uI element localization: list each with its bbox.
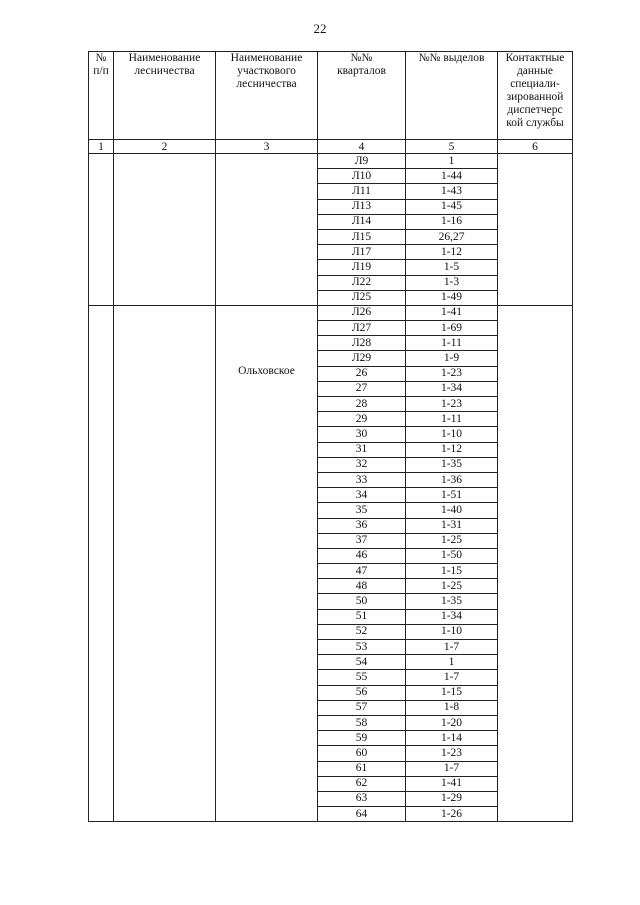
quarter-cell: Л13 [318, 199, 406, 214]
plots-cell: 1-5 [406, 260, 498, 275]
plots-cell: 1-41 [406, 305, 498, 320]
forestry-cell [114, 154, 216, 306]
quarter-cell: 54 [318, 655, 406, 670]
quarter-cell: Л19 [318, 260, 406, 275]
plots-cell: 1-40 [406, 503, 498, 518]
plots-cell: 1-49 [406, 290, 498, 305]
plots-cell: 1-20 [406, 715, 498, 730]
forestry-cell [114, 305, 216, 821]
plots-cell: 1-69 [406, 321, 498, 336]
quarter-cell: Л22 [318, 275, 406, 290]
header-row [89, 52, 573, 140]
plots-cell: 1-7 [406, 761, 498, 776]
plots-cell: 1-25 [406, 533, 498, 548]
quarter-cell: 47 [318, 564, 406, 579]
plots-cell: 1-10 [406, 624, 498, 639]
plots-cell: 1-43 [406, 184, 498, 199]
column-number: 1 [89, 140, 114, 154]
quarter-cell: 61 [318, 761, 406, 776]
plots-cell: 1-12 [406, 442, 498, 457]
quarter-cell: 27 [318, 381, 406, 396]
dispatch-contacts-cell [498, 154, 573, 306]
plots-cell: 1-36 [406, 472, 498, 487]
quarter-cell: Л10 [318, 169, 406, 184]
plots-cell: 1-35 [406, 594, 498, 609]
quarter-cell: Л29 [318, 351, 406, 366]
quarter-cell: 48 [318, 579, 406, 594]
quarter-cell: Л27 [318, 321, 406, 336]
quarter-cell: 50 [318, 594, 406, 609]
plots-cell: 1-23 [406, 746, 498, 761]
header-dispatch-contacts: Контактные данные специали- зированной диспетчерс кой службы [498, 52, 573, 140]
quarter-cell: Л9 [318, 154, 406, 169]
quarter-cell: 35 [318, 503, 406, 518]
table-row [89, 305, 573, 320]
column-number-row [89, 140, 573, 154]
quarter-cell: Л28 [318, 336, 406, 351]
quarter-cell: Л17 [318, 245, 406, 260]
plots-cell: 1-7 [406, 670, 498, 685]
quarter-cell: 29 [318, 412, 406, 427]
number-cell [89, 305, 114, 821]
quarter-cell: Л26 [318, 305, 406, 320]
column-number: 5 [406, 140, 498, 154]
column-number: 2 [114, 140, 216, 154]
page-number: 22 [313, 21, 327, 36]
plots-cell: 1-14 [406, 731, 498, 746]
column-number: 3 [216, 140, 318, 154]
plots-cell: 1-50 [406, 548, 498, 563]
plots-cell: 1-35 [406, 457, 498, 472]
plots-cell: 1-15 [406, 564, 498, 579]
plots-cell: 1-51 [406, 488, 498, 503]
quarter-cell: 46 [318, 548, 406, 563]
forestry-table [88, 51, 573, 822]
quarter-cell: 60 [318, 746, 406, 761]
quarter-cell: Л25 [318, 290, 406, 305]
number-cell [89, 154, 114, 306]
column-number: 4 [318, 140, 406, 154]
plots-cell: 1-23 [406, 366, 498, 381]
quarter-cell: 32 [318, 457, 406, 472]
plots-cell: 1-9 [406, 351, 498, 366]
plots-cell: 1-29 [406, 791, 498, 806]
plots-cell: 1-45 [406, 199, 498, 214]
quarter-cell: 55 [318, 670, 406, 685]
column-number: 6 [498, 140, 573, 154]
district-forestry-name: Ольховское [238, 364, 295, 377]
quarter-cell: 30 [318, 427, 406, 442]
quarter-cell: 63 [318, 791, 406, 806]
quarter-cell: Л14 [318, 214, 406, 229]
quarter-cell: 51 [318, 609, 406, 624]
header-district-forestry: Наименование участкового лесничества [216, 52, 318, 140]
plots-cell: 1-31 [406, 518, 498, 533]
plots-cell: 1-11 [406, 336, 498, 351]
plots-cell: 1-25 [406, 579, 498, 594]
plots-cell: 1 [406, 655, 498, 670]
header-forestry: Наименование лесничества [114, 52, 216, 140]
header-quarters: №№ кварталов [318, 52, 406, 140]
quarter-cell: 28 [318, 397, 406, 412]
district-forestry-cell [216, 305, 318, 821]
header-plots: №№ выделов [406, 52, 498, 140]
quarter-cell: 31 [318, 442, 406, 457]
header-number: № п/п [89, 52, 114, 140]
plots-cell: 1-7 [406, 640, 498, 655]
district-forestry-cell [216, 154, 318, 306]
plots-cell: 1-8 [406, 700, 498, 715]
plots-cell: 1-11 [406, 412, 498, 427]
quarter-cell: 34 [318, 488, 406, 503]
quarter-cell: 59 [318, 731, 406, 746]
quarter-cell: 36 [318, 518, 406, 533]
plots-cell: 1-26 [406, 807, 498, 822]
quarter-cell: 57 [318, 700, 406, 715]
plots-cell: 1-10 [406, 427, 498, 442]
quarter-cell: Л15 [318, 229, 406, 244]
plots-cell: 1-3 [406, 275, 498, 290]
quarter-cell: 37 [318, 533, 406, 548]
plots-cell: 1-34 [406, 381, 498, 396]
quarter-cell: 56 [318, 685, 406, 700]
quarter-cell: 52 [318, 624, 406, 639]
quarter-cell: 62 [318, 776, 406, 791]
quarter-cell: 53 [318, 640, 406, 655]
plots-cell: 1-15 [406, 685, 498, 700]
quarter-cell: 58 [318, 715, 406, 730]
table-body [89, 154, 573, 822]
plots-cell: 26,27 [406, 229, 498, 244]
plots-cell: 1-12 [406, 245, 498, 260]
dispatch-contacts-cell [498, 305, 573, 821]
quarter-cell: Л11 [318, 184, 406, 199]
plots-cell: 1-34 [406, 609, 498, 624]
quarter-cell: 33 [318, 472, 406, 487]
plots-cell: 1-23 [406, 397, 498, 412]
quarter-cell: 26 [318, 366, 406, 381]
table-row [89, 154, 573, 169]
plots-cell: 1-41 [406, 776, 498, 791]
plots-cell: 1 [406, 154, 498, 169]
plots-cell: 1-44 [406, 169, 498, 184]
quarter-cell: 64 [318, 807, 406, 822]
plots-cell: 1-16 [406, 214, 498, 229]
